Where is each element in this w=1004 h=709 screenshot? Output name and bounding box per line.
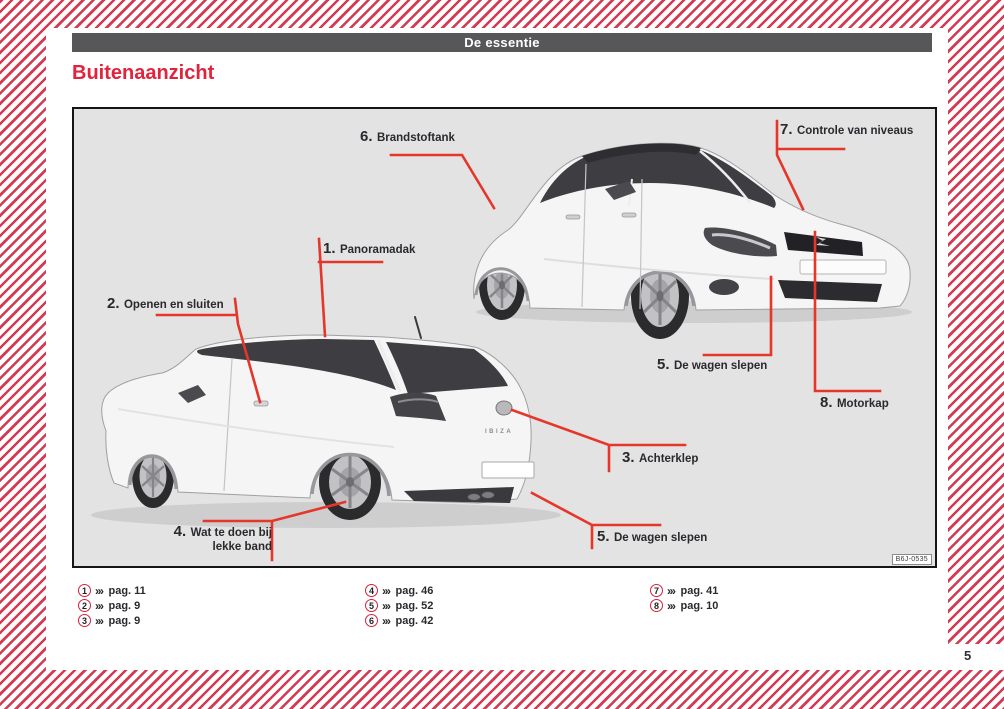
ref-number-badge: 3 [78,614,91,627]
triple-chevron-icon: ››› [95,583,103,598]
ref-number-badge: 2 [78,599,91,612]
front-car-door-handle [566,215,580,219]
callout-label-motorkap [820,394,889,412]
callout-number: 5. [597,528,610,545]
ref-number-badge: 8 [650,599,663,612]
callout-number: 8. [820,394,833,411]
rear-car-model-lettering: IBIZA [485,429,514,435]
callout-number: 3. [622,449,635,466]
page-reference[interactable] [365,614,433,627]
ref-number-badge: 1 [78,584,91,597]
callout-number: 7. [780,121,793,138]
rear-car-license-plate [482,462,534,478]
callout-text: Motorkap [836,398,889,410]
page-number-tab [948,644,1004,670]
page-reference[interactable] [365,599,433,612]
page-reference[interactable] [650,584,718,597]
callout-number: 1. [323,240,336,257]
page-reference[interactable] [78,614,146,627]
front-car-door-handle [622,213,636,217]
callout-text: Wat te doen bij [190,527,272,539]
triple-chevron-icon: ››› [667,598,675,613]
callout-label-wagen-slepen-achter [597,528,707,546]
triple-chevron-icon: ››› [667,583,675,598]
callout-number: 4. [173,523,187,540]
rear-car-antenna [415,317,421,338]
ref-number-badge: 5 [365,599,378,612]
callout-text-line2: lekke band [212,541,272,554]
callout-label-openen-en-sluiten [107,295,224,313]
callout-text: Controle van niveaus [796,125,914,137]
triple-chevron-icon: ››› [382,598,390,613]
triple-chevron-icon: ››› [95,598,103,613]
car-rear-illustration [91,317,561,528]
page-reference[interactable] [650,599,718,612]
ref-page-label: pag. 41 [680,584,719,597]
ref-page-label: pag. 42 [395,614,434,627]
callout-text: Brandstoftank [376,132,455,144]
car-front-illustration [474,143,912,339]
triple-chevron-icon: ››› [382,583,390,598]
page-reference[interactable] [78,599,146,612]
callout-number: 2. [107,295,120,312]
ref-number-badge: 4 [365,584,378,597]
page-reference-list [46,584,948,634]
callout-text: De wagen slepen [613,532,708,544]
manual-page [46,28,948,670]
callout-text: De wagen slepen [673,360,768,372]
rear-car-exhaust [468,494,481,501]
ref-page-label: pag. 10 [680,599,719,612]
page-number: 5 [964,648,972,663]
ref-page-label: pag. 11 [108,584,146,597]
callout-label-panoramadak [323,240,415,258]
front-car-license-plate [800,260,886,274]
callout-label-achterklep [622,449,698,467]
page-title: Buitenaanzicht [72,62,215,84]
ref-page-label: pag. 9 [108,614,141,627]
callout-number: 6. [360,128,373,145]
ref-number-badge: 6 [365,614,378,627]
callout-text: Achterklep [638,453,699,465]
chapter-title: De essentie [464,35,540,50]
triple-chevron-icon: ››› [382,613,390,628]
front-car-fog-light [709,279,739,295]
exterior-diagram-svg [74,109,935,566]
callout-label-lekke-band [162,523,272,555]
callout-line-6 [391,155,494,208]
reference-column [650,584,718,614]
callout-label-controle-van-niveaus [780,121,913,139]
chapter-header-bar [72,33,932,52]
rear-car-seat-badge [496,401,512,415]
ref-number-badge: 7 [650,584,663,597]
triple-chevron-icon: ››› [95,613,103,628]
reference-column [365,584,433,629]
ref-page-label: pag. 46 [395,584,434,597]
page-reference[interactable] [365,584,433,597]
callout-text: Panoramadak [339,244,416,256]
figure-code: B6J-0535 [892,554,932,565]
callout-label-brandstoftank [360,128,455,146]
page-reference[interactable] [78,584,146,597]
ref-page-label: pag. 52 [395,599,434,612]
ref-page-label: pag. 9 [108,599,141,612]
rear-car-exhaust [482,492,495,499]
reference-column [78,584,146,629]
callout-number: 5. [657,356,670,373]
callout-label-wagen-slepen-voor [657,356,767,374]
callout-text: Openen en sluiten [123,299,224,311]
exterior-diagram [72,107,937,568]
